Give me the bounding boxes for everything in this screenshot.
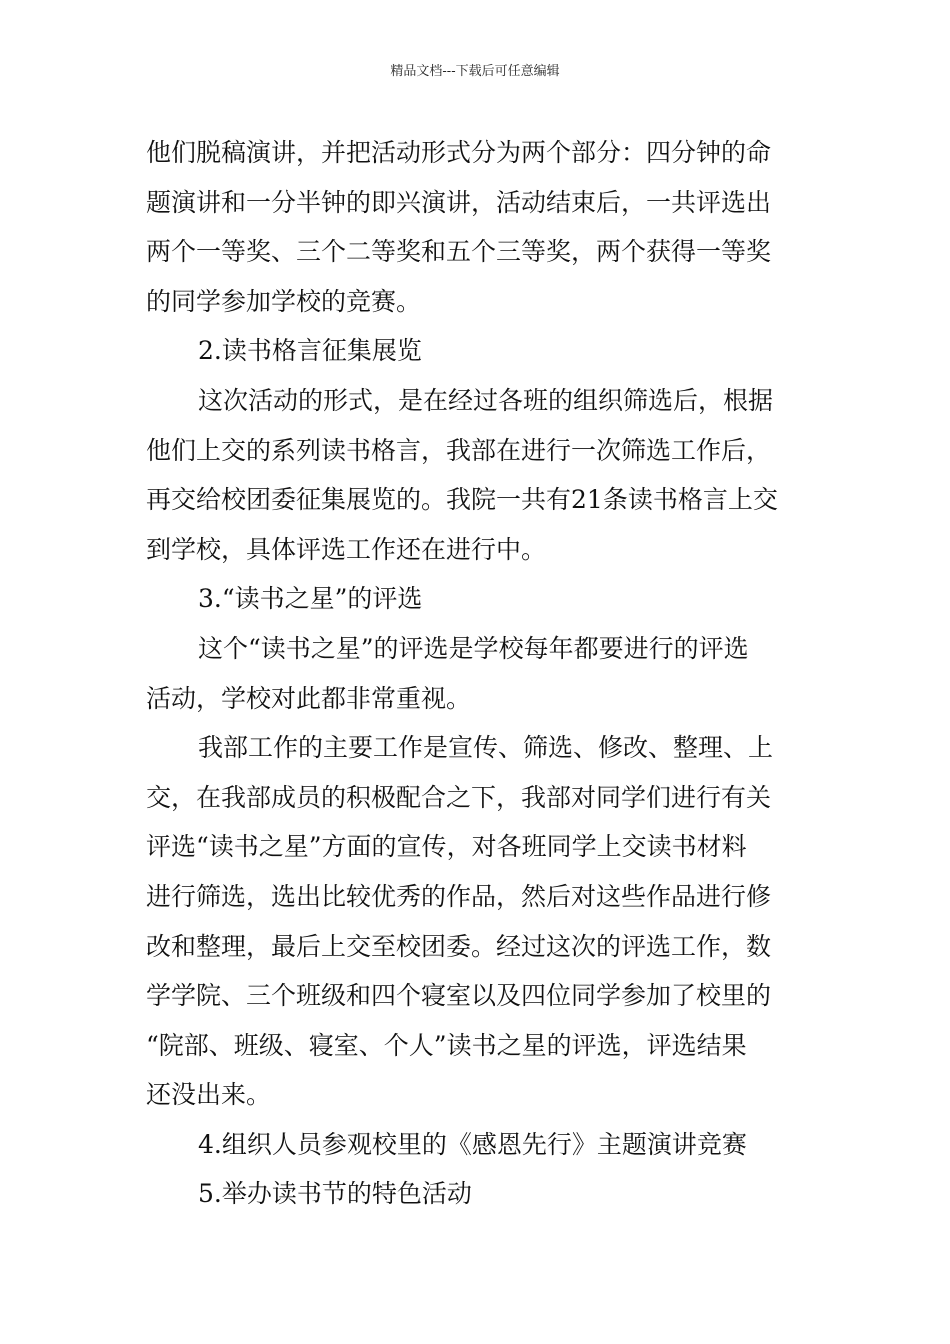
section-heading: 3.“读书之星”的评选: [198, 584, 423, 614]
text-line: 学学院、三个班级和四个寝室以及四位同学参加了校里的: [146, 981, 772, 1011]
text-line: 进行筛选，选出比较优秀的作品，然后对这些作品进行修: [146, 881, 772, 911]
text-line: 两个一等奖、三个二等奖和五个三等奖，两个获得一等奖: [146, 237, 772, 267]
text-line: 这次活动的形式，是在经过各班的组织筛选后，根据: [198, 385, 774, 415]
text-line: 交，在我部成员的积极配合之下，我部对同学们进行有关: [146, 782, 772, 812]
text-line: 改和整理，最后上交至校团委。经过这次的评选工作，数: [146, 931, 772, 961]
text-line: 再交给校团委征集展览的。我院一共有21条读书格言上交: [146, 485, 778, 515]
section-heading: 2.读书格言征集展览: [198, 336, 422, 366]
text-line: “院部、班级、寝室、个人”读书之星的评选，评选结果: [146, 1030, 747, 1060]
text-line: 活动，学校对此都非常重视。: [146, 683, 472, 713]
text-line: 还没出来。: [146, 1080, 272, 1110]
text-line: 的同学参加学校的竞赛。: [146, 286, 422, 316]
text-line: 这个“读书之星”的评选是学校每年都要进行的评选: [198, 633, 749, 663]
text-line: 到学校，具体评选工作还在进行中。: [146, 534, 547, 564]
section-heading: 4.组织人员参观校里的《感恩先行》主题演讲竞赛: [198, 1129, 747, 1159]
text-line: 我部工作的主要工作是宣传、筛选、修改、整理、上: [198, 733, 774, 763]
text-line: 他们脱稿演讲，并把活动形式分为两个部分：四分钟的命: [146, 138, 772, 167]
document-body: [146, 128, 810, 1219]
text-line: 他们上交的系列读书格言，我部在进行一次筛选工作后，: [146, 435, 772, 465]
text-line: 评选“读书之星”方面的宣传，对各班同学上交读书材料: [146, 832, 747, 862]
text-line: 题演讲和一分半钟的即兴演讲，活动结束后，一共评选出: [146, 187, 772, 217]
page-header: 精品文档---下载后可任意编辑: [390, 64, 560, 79]
section-heading: 5.举办读书节的特色活动: [198, 1179, 472, 1209]
